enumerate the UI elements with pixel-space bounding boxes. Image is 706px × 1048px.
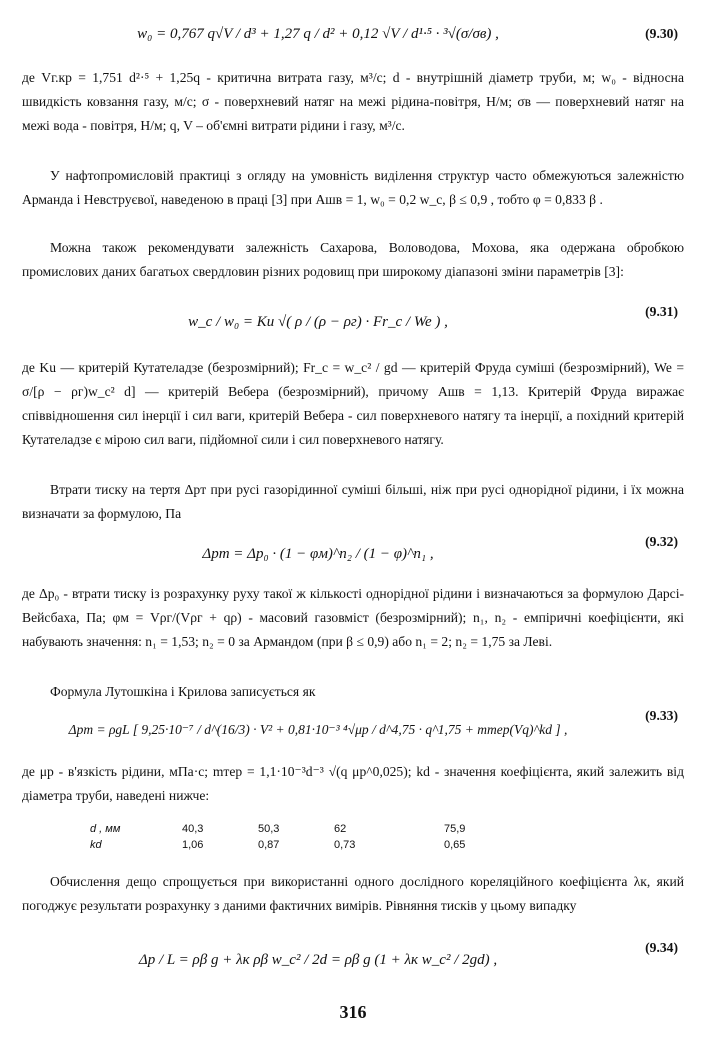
formula-number: (9.33) [645, 708, 678, 723]
formula-text: w₀ = 0,767 q√V / d³ + 1,27 q / d² + 0,12 √V / d¹·⁵ · ³√(σ/σв) , [137, 26, 499, 42]
formula-9-31 [22, 304, 684, 344]
table-row [90, 838, 465, 854]
formula-text: w_c / w₀ = Ku √( ρ / (ρ − ρг) · Fr_c / We ) , [188, 314, 448, 330]
formula-number: (9.30) [645, 26, 678, 41]
kd-table [90, 822, 465, 854]
table-header-kd: kd [90, 839, 102, 851]
table-cell: 62 [334, 823, 347, 835]
formula-number: (9.32) [645, 534, 678, 549]
formula-text: Δpт = ρgL [ 9,25·10⁻⁷ / d^(16/3) · V² + 0,81·10⁻³ ⁴√μp / d^4,75 · q^1,75 + mтер(Vq)^kd ] , [68, 722, 568, 737]
paragraph: де Vг.кр = 1,751 d²·⁵ + 1,25q - критична витрата газу, м³/с; d - внутрішній діаметр труби, м; w₀ - відносна швидкість ковзання газу, м/с; σ - поверхневий натяг на межі рідина-повітря, Н/м; σв — поверхневий натяг на межі вода - повітря, Н/м; q, V – об'ємні витрати рідини і газу, м³/с. [22, 70, 684, 133]
formula-9-32 [22, 534, 684, 574]
paragraph: де Ku — критерій Кутателадзе (безрозмірний); Fr_c = w_c² / gd — критерій Фруда суміші (безрозмірний), We = σ/[ρ − ρг)w_c² d] — критерій Вебера (безрозмірний), причому Aшв = 1,13. Критерій Фруда виражає співвідношення сил інерції і сил ваги, критерій Вебера - сил поверхневого натягу та інерції, а похідний критерій Кутателадзе є мірою сил ваги, підйомної сили і сил поверхневого натягу. [22, 360, 684, 447]
paragraph: Втрати тиску на тертя Δpт при русі газорідинної суміші більші, ніж при русі однорідної рідини, і їх можна визначати за формулою, Па [22, 482, 684, 521]
table-row [90, 822, 465, 838]
formula-9-34 [22, 940, 684, 980]
formula-number: (9.34) [645, 940, 678, 955]
table-cell: 50,3 [258, 823, 280, 835]
formula-text: Δpт = Δp₀ · (1 − φм)^n₂ / (1 − φ)^n₁ , [202, 546, 434, 562]
paragraph: де μp - в'язкість рідини, мПа·с; mтер = 1,1·10⁻³d⁻³ √(q μp^0,025); kd - значення коефіцієнта, який залежить від діаметра труби, наведені нижче: [22, 764, 684, 803]
table-cell: 75,9 [444, 823, 466, 835]
formula-9-33 [22, 708, 684, 748]
table-cell: 0,73 [334, 839, 356, 851]
paragraph: Формула Лутошкіна і Крилова записується як [50, 684, 316, 699]
paragraph: Обчислення дещо спрощується при використанні одного дослідного кореляційного коефіцієнта λк, який погоджує результати розрахунку з даними фактичних вимірів. Рівняння тисків у цьому випадку [22, 874, 684, 913]
paragraph: Можна також рекомендувати залежність Сахарова, Воловодова, Мохова, яка одержана обробкою промислових даних багатьох свердловин різних родовищ при широкому діапазоні зміни параметрів [3]: [22, 240, 684, 279]
page-number: 316 [339, 1002, 367, 1022]
formula-9-30 [22, 14, 684, 54]
formula-number: (9.31) [645, 304, 678, 319]
table-cell: 0,65 [444, 839, 466, 851]
formula-text: Δp / L = ρβ g + λк ρβ w_c² / 2d = ρβ g (1 + λк w_c² / 2gd) , [138, 952, 498, 968]
table-header-d: d , мм [90, 823, 121, 835]
table-cell: 0,87 [258, 839, 280, 851]
paragraph: де Δp₀ - втрати тиску із розрахунку руху такої ж кількості однорідної рідини і визначаються за формулою Дарсі-Вейсбаха, Па; φм = Vρг/(Vρг + qρ) - масовий газовміст (безрозмірний); n₁, n₂ - емпіричні коефіцієнти, які набувають значення: n₁ = 1,53; n₂ = 0 за Армандом (при β ≤ 0,9) або n₁ = 2; n₂ = 1,75 за Леві. [22, 586, 684, 649]
paragraph: У нафтопромисловій практиці з огляду на умовність виділення структур часто обмежуються залежністю Арманда і Невструєвої, наведеною в праці [3] при Aшв = 1, w₀ = 0,2 w_c, β ≤ 0,9 , тобто φ = 0,833 β . [22, 168, 684, 207]
table-cell: 1,06 [182, 839, 204, 851]
table-cell: 40,3 [182, 823, 204, 835]
